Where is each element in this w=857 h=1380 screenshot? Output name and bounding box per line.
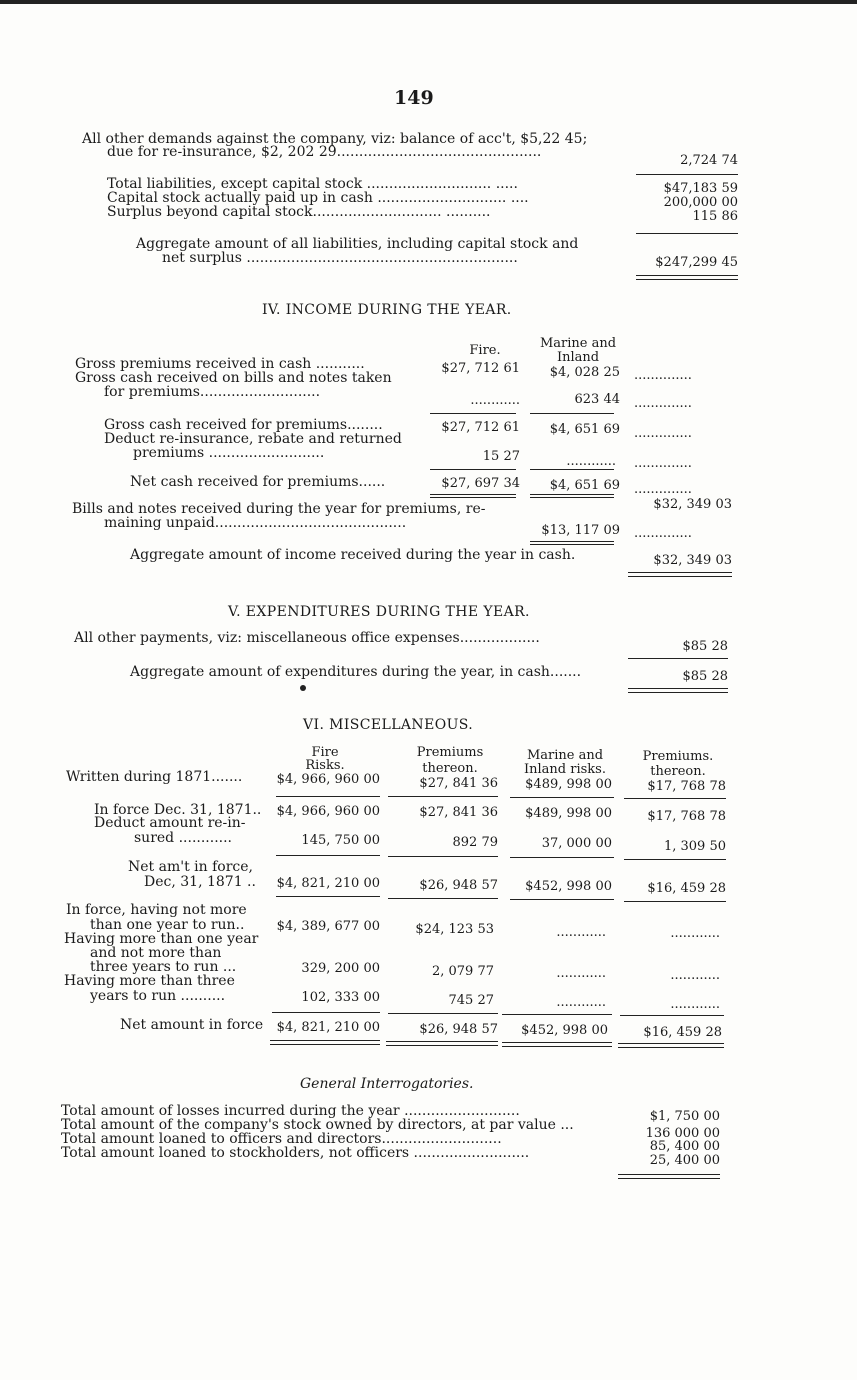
rule [530, 544, 614, 545]
rule [270, 1040, 380, 1041]
other-demands-label: All other demands against the company, viz: balance of acc't, $5,22 45; [82, 131, 588, 147]
more-three-label-2: years to run .......... [90, 988, 226, 1004]
gross-premiums-fire: $27, 712 61 [441, 361, 520, 376]
deduct-fire: 145, 750 00 [301, 833, 380, 848]
net-amount-label: Net amount in force [120, 1017, 264, 1033]
deduct-marine: 37, 000 00 [541, 836, 612, 851]
section-v-heading: V. EXPENDITURES DURING THE YEAR. [228, 604, 530, 620]
rule [624, 901, 726, 902]
written-marine: $489, 998 00 [525, 777, 612, 792]
rule [628, 572, 732, 573]
net-amount-marine: $452, 998 00 [521, 1023, 608, 1038]
rule [510, 899, 614, 900]
rule [620, 1015, 724, 1016]
rule [388, 1013, 498, 1014]
rule [530, 469, 614, 470]
gross-premiums-label: Gross premiums received in cash ........... [75, 356, 365, 372]
rule [430, 494, 516, 495]
one-year-fire: $4, 389, 677 00 [276, 919, 380, 934]
rule [530, 541, 614, 542]
aggregate-liabilities-label: Aggregate amount of all liabilities, including capital stock and [136, 236, 579, 252]
net-amount-premiums2: $16, 459 28 [643, 1025, 722, 1040]
one-year-premiums: $24, 123 53 [415, 922, 494, 937]
net-cash-fire: $27, 697 34 [441, 476, 520, 491]
rule [618, 1047, 724, 1048]
written-premiums: $27, 841 36 [419, 776, 498, 791]
other-demands-value: 2,724 74 [680, 153, 738, 168]
rule [530, 494, 614, 495]
rule [636, 279, 738, 280]
three-years-label-2: and not more than [90, 945, 222, 961]
inforce-label: In force Dec. 31, 1871.. [94, 802, 262, 818]
rule [276, 796, 380, 797]
rule [502, 1042, 612, 1043]
gross-premiums-marine: $4, 028 25 [549, 365, 620, 380]
gross-cash-label: Gross cash received for premiums........ [104, 417, 383, 433]
officers-loans-value: 85, 400 00 [649, 1139, 720, 1154]
dots: .............. [634, 426, 692, 441]
dots: .............. [634, 456, 692, 471]
stockholders-loans-value: 25, 400 00 [649, 1153, 720, 1168]
col-inland-header: Inland [556, 350, 600, 365]
total-liabilities-value: $47,183 59 [663, 181, 738, 196]
net-amount-premiums: $26, 948 57 [419, 1022, 498, 1037]
three-years-label: Having more than one year [64, 931, 259, 947]
rule [618, 1178, 720, 1179]
bills-notes-label: Bills and notes received during the year for premiums, re- [72, 501, 486, 517]
net-inforce-marine: $452, 998 00 [525, 879, 612, 894]
written-fire: $4, 966, 960 00 [276, 772, 380, 787]
aggregate-expenditures-value: $85 28 [682, 669, 728, 684]
rule [276, 855, 380, 856]
deduct-reinsured-label: Deduct amount re-in- [94, 815, 246, 831]
surplus-value: 115 86 [692, 209, 738, 224]
capital-stock-value: 200,000 00 [663, 195, 738, 210]
surplus-label: Surplus beyond capital stock............................. .......... [107, 204, 491, 220]
general-interrogatories-heading: General Interrogatories. [300, 1076, 474, 1092]
net-cash-marine: $4, 651 69 [549, 478, 620, 493]
net-cash-total: $32, 349 03 [653, 497, 732, 512]
rule [530, 497, 614, 498]
three-years-fire: 329, 200 00 [301, 961, 380, 976]
inforce-marine: $489, 998 00 [525, 806, 612, 821]
rule [628, 576, 732, 577]
three-years-marine: ............ [556, 966, 606, 981]
section-vi-heading: VI. MISCELLANEOUS. [303, 717, 474, 733]
net-inforce-fire: $4, 821, 210 00 [276, 876, 380, 891]
col-marine-risks-header-2: Inland risks. [524, 762, 606, 777]
deduct-marine: ............ [566, 454, 616, 469]
net-cash-label: Net cash received for premiums...... [130, 474, 386, 490]
aggregate-liabilities-label-2: net surplus ............................................................. [162, 250, 518, 266]
one-year-marine: ............ [556, 925, 606, 940]
rule [430, 413, 516, 414]
gross-bills-label: Gross cash received on bills and notes taken [75, 370, 392, 386]
directors-stock-label: Total amount of the company's stock owned by directors, at par value ... [61, 1117, 574, 1133]
gross-cash-fire: $27, 712 61 [441, 420, 520, 435]
gross-bills-marine: 623 44 [574, 392, 620, 407]
aggregate-income-label: Aggregate amount of income received during the year in cash. [130, 547, 576, 563]
col-premiums-header-2: thereon. [422, 761, 478, 776]
rule [430, 497, 516, 498]
more-three-premiums2: ............ [670, 997, 720, 1012]
page-number: 149 [394, 87, 434, 109]
rule [636, 233, 738, 234]
rule [270, 1044, 380, 1045]
col-marine-header: Marine and [539, 336, 617, 351]
rule [510, 857, 614, 858]
rule [388, 796, 498, 797]
net-inforce-label-2: Dec, 31, 1871 .. [144, 874, 256, 890]
bills-notes-label-2: maining unpaid........................................... [104, 515, 407, 531]
losses-value: $1, 750 00 [649, 1109, 720, 1124]
deduct-fire: 15 27 [482, 449, 520, 464]
rule [628, 688, 728, 689]
bills-notes-value: $13, 117 09 [541, 523, 620, 538]
deduct-reinsurance-label: Deduct re-insurance, rebate and returned [104, 431, 402, 447]
total-liabilities-label: Total liabilities, except capital stock ............................ ..... [107, 176, 518, 192]
rule [510, 797, 614, 798]
net-amount-fire: $4, 821, 210 00 [276, 1020, 380, 1035]
dots: .............. [634, 526, 692, 541]
col-fire-risks-header: Fire [311, 745, 339, 760]
rule [618, 1043, 724, 1044]
inforce-premiums: $27, 841 36 [419, 805, 498, 820]
rule [388, 856, 498, 857]
three-years-premiums2: ............ [670, 968, 720, 983]
rule [628, 658, 728, 659]
net-inforce-label: Net am't in force, [128, 859, 253, 875]
deduct-premiums: 892 79 [452, 835, 498, 850]
gross-cash-marine: $4, 651 69 [549, 422, 620, 437]
col-premiums2-header-2: thereon. [650, 764, 706, 779]
directors-stock-value: 136 000 00 [645, 1126, 720, 1141]
net-inforce-premiums: $26, 948 57 [419, 878, 498, 893]
losses-label: Total amount of losses incurred during the year .......................... [61, 1103, 520, 1119]
more-three-fire: 102, 333 00 [301, 990, 380, 1005]
written-premiums2: $17, 768 78 [647, 779, 726, 794]
dots: .............. [634, 396, 692, 411]
gross-bills-label-2: for premiums........................... [104, 384, 321, 400]
rule [272, 1012, 380, 1013]
col-fire-risks-header-2: Risks. [305, 758, 345, 773]
rule [636, 174, 738, 175]
aggregate-liabilities-value: $247,299 45 [655, 255, 738, 270]
rule [636, 275, 738, 276]
other-payments-value: $85 28 [682, 639, 728, 654]
rule [430, 469, 516, 470]
aggregate-income-value: $32, 349 03 [653, 553, 732, 568]
rule [502, 1046, 612, 1047]
other-demands-label-2: due for re-insurance, $2, 202 29.............................................. [107, 144, 542, 160]
col-premiums-header: Premiums [416, 745, 484, 760]
rule [628, 692, 728, 693]
rule [624, 859, 726, 860]
deduct-reinsured-label-2: sured ............ [134, 830, 232, 846]
col-premiums2-header: Premiums. [642, 749, 714, 764]
rule [624, 798, 726, 799]
stockholders-loans-label: Total amount loaned to stockholders, not officers .......................... [61, 1145, 530, 1161]
dots: .............. [634, 368, 692, 383]
gross-bills-fire: ............ [470, 393, 520, 408]
more-three-premiums: 745 27 [448, 993, 494, 1008]
page-top-edge [0, 0, 857, 4]
capital-stock-label: Capital stock actually paid up in cash ............................. .... [107, 190, 529, 206]
three-years-premiums: 2, 079 77 [431, 964, 494, 979]
one-year-premiums2: ............ [670, 926, 720, 941]
aggregate-expenditures-label: Aggregate amount of expenditures during the year, in cash....... [130, 664, 582, 680]
dots: .............. [634, 482, 692, 497]
inforce-premiums2: $17, 768 78 [647, 809, 726, 824]
rule [276, 896, 380, 897]
more-three-label: Having more than three [64, 973, 235, 989]
rule [388, 898, 498, 899]
inforce-fire: $4, 966, 960 00 [276, 804, 380, 819]
other-payments-label: All other payments, viz: miscellaneous office expenses.................. [74, 630, 540, 646]
rule [618, 1174, 720, 1175]
ink-dot [300, 685, 306, 691]
written-label: Written during 1871....... [66, 769, 243, 785]
rule [502, 1014, 612, 1015]
col-marine-risks-header: Marine and [526, 748, 604, 763]
officers-loans-label: Total amount loaned to officers and directors........................... [61, 1131, 502, 1147]
deduct-reinsurance-label-2: premiums .......................... [133, 445, 325, 461]
rule [530, 413, 614, 414]
one-year-label: In force, having not more [66, 902, 247, 918]
more-three-marine: ............ [556, 995, 606, 1010]
one-year-label-2: than one year to run.. [90, 917, 245, 933]
col-fire-header: Fire. [469, 343, 501, 358]
rule [386, 1045, 498, 1046]
section-iv-heading: IV. INCOME DURING THE YEAR. [262, 302, 512, 318]
rule [386, 1041, 498, 1042]
deduct-premiums2: 1, 309 50 [663, 839, 726, 854]
net-inforce-premiums2: $16, 459 28 [647, 881, 726, 896]
three-years-label-3: three years to run ... [90, 959, 237, 975]
